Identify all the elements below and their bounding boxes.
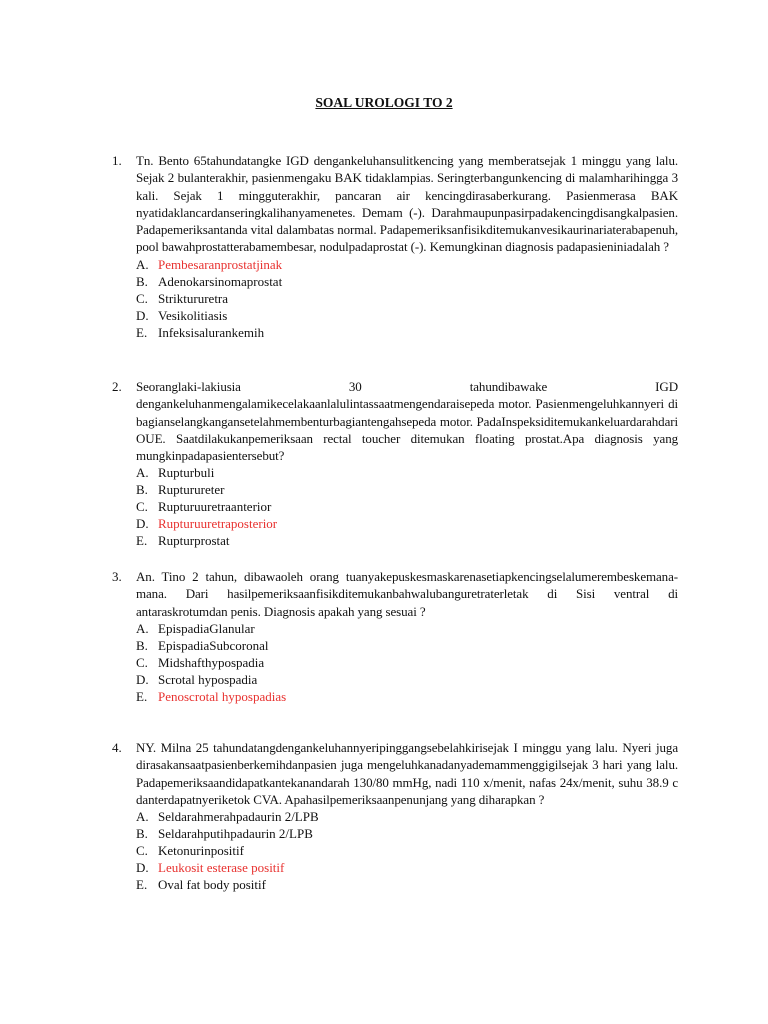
answer-option[interactable] [136,842,678,859]
option-text: Oval fat body positif [158,877,266,893]
question-2 [112,378,678,549]
option-text: Rupturbuli [158,465,215,481]
answer-option[interactable] [136,307,678,324]
answer-option[interactable] [136,273,678,290]
option-letter: B. [136,482,148,498]
document-title: SOAL UROLOGI TO 2 [315,95,453,110]
option-text: Rupturureter [158,482,225,498]
answer-option[interactable] [136,498,678,515]
option-letter: A. [136,256,149,272]
option-letter: E. [136,533,148,549]
option-text: Rupturuuretraposterior [158,516,278,532]
answer-option[interactable] [136,671,678,688]
option-text: EpispadiaSubcoronal [158,637,269,653]
option-letter: A. [136,620,149,636]
answer-option[interactable] [136,637,678,654]
option-letter: C. [136,843,148,859]
option-text: Leukosit esterase positif [158,860,285,876]
option-text: Scrotal hypospadia [158,671,258,687]
option-letter: A. [136,465,149,481]
option-text: Adenokarsinomaprostat [158,273,283,289]
question-text: An. Tino 2 tahun, dibawaoleh orang tuanyakepuskesmaskarenasetiapkencingselalumerembeskemana-mana. Dari hasilpemeriksaanfisikditemukanbahwalubanguretraterletak di Sisi ventral di antaraskrotumdan penis. Diagnosis apakah yang sesuai ? [136,569,678,619]
option-letter: D. [136,860,149,876]
option-text: EpispadiaGlanular [158,620,255,636]
option-text: Striktururetra [158,290,229,306]
answer-option[interactable] [136,654,678,671]
option-letter: B. [136,273,148,289]
question-text: NY. Milna 25 tahundatangdengankeluhannyeripinggangsebelahkirisejak I minggu yang lalu. Nyeri juga dirasakansaatpasienberkemihdanpasien juga mengeluhkanadanyademammenggigilsejak 3 hari yang lalu. Padapemeriksaandidapatkantekanandarah 130/80 mmHg, nadi 110 x/menit, nafas 24x/menit, suhu 38.9 c danterdapatnyeriketok CVA. Apahasilpemeriksaanpenunjang yang diharapkan ? [136,740,678,807]
question-4 [112,739,678,893]
option-text: Vesikolitiasis [158,307,228,323]
answer-option[interactable] [136,515,678,532]
option-text: Seldarahputihpadaurin 2/LPB [158,826,313,842]
question-number: 2. [112,379,122,394]
answer-option[interactable] [136,825,678,842]
option-text: Infeksisalurankemih [158,324,265,340]
option-letter: B. [136,826,148,842]
answer-option[interactable] [136,808,678,825]
option-letter: C. [136,654,148,670]
option-letter: D. [136,307,149,323]
option-text: Ketonurinpositif [158,843,244,859]
option-letter: D. [136,671,149,687]
option-letter: D. [136,516,149,532]
option-letter: A. [136,809,149,825]
answer-option[interactable] [136,620,678,637]
answer-option[interactable] [136,324,678,341]
option-letter: B. [136,637,148,653]
option-text: Pembesaranprostatjinak [158,256,283,272]
answer-option[interactable] [136,290,678,307]
option-letter: E. [136,688,148,704]
question-number: 1. [112,153,122,168]
option-text: Rupturuuretraanterior [158,499,272,515]
question-3 [112,568,678,705]
option-text: Midshafthypospadia [158,654,265,670]
question-number: 4. [112,740,122,755]
option-text: Seldarahmerahpadaurin 2/LPB [158,809,319,825]
answer-option[interactable] [136,256,678,273]
option-letter: E. [136,324,148,340]
question-text: Seoranglaki-lakiusia 30 tahundibawake IGD dengankeluhanmengalamikecelakaanlalulintassaatmengendaraisepeda motor. Pasienmengeluhkannyeri di bagianselangkangansetelahmembenturbagiantengahsepeda motor. PadaInspeksiditemukankeluardarahdari OUE. Saatdilakukanpemeriksaan rectal toucher ditemukan floating prostat.Apa diagnosis yang mungkinpadapasientersebut? [136,379,678,464]
option-letter: C. [136,290,148,306]
question-text: Tn. Bento 65tahundatangke IGD dengankeluhansulitkencing yang memberatsejak 1 minggu yang lalu. Sejak 2 bulanterakhir, pasienmengaku BAK tidaklampias. Seringterbangunkencing di malamharihingga 3 kali. Sejak 1 mingguterakhir, pancaran air kencingdirasaberkurang. Pasienmerasa BAK nyatidaklancardanseringkalihanyamenetes. Demam (-). Darahmaupunpasirpadakencingdisangkalpasien. Padapemeriksantanda vital dalambatas normal. Padapemeriksanfisikditemukanvesikaurinariaterabapenuh, pool bawahprostatterabamembesar, nodulpadaprostat (-). Kemungkinan diagnosis padapasieniniadalah ? [136,153,678,255]
question-1 [112,152,678,341]
question-number: 3. [112,569,122,584]
answer-option[interactable] [136,532,678,549]
option-text: Rupturprostat [158,533,230,549]
option-text: Penoscrotal hypospadias [158,688,287,704]
answer-option[interactable] [136,876,678,893]
option-letter: E. [136,877,148,893]
answer-option[interactable] [136,688,678,705]
answer-option[interactable] [136,481,678,498]
option-letter: C. [136,499,148,515]
answer-option[interactable] [136,859,678,876]
answer-option[interactable] [136,464,678,481]
